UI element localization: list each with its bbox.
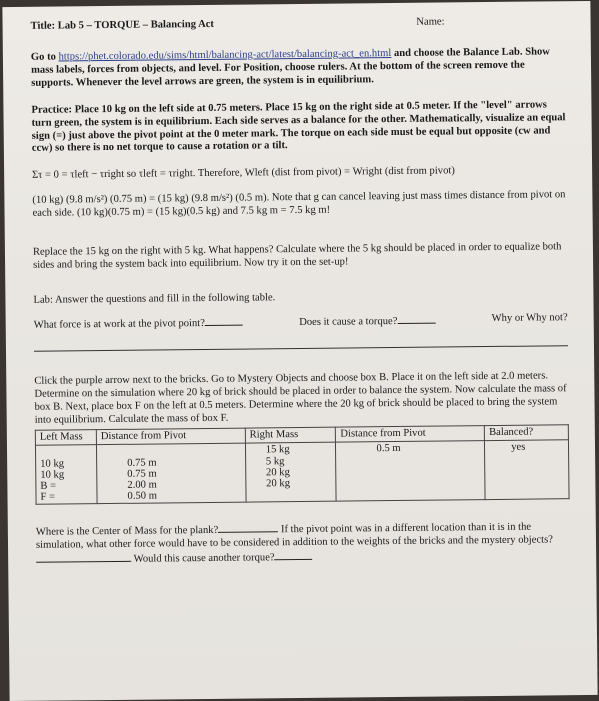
- worksheet-page: [2, 1, 597, 701]
- worked-example: (10 kg) (9.8 m/s²) (0.75 m) = (15 kg) (9.8 m/s²) (0.5 m). Note that g can cancel leaving just mass times distance from pivot on each side. (10 kg)(0.75 m) = (15 kg)(0.5 kg) and 7.5 kg m = 7.5 kg m!: [32, 189, 566, 220]
- header-right-distance: Distance from Pivot: [336, 425, 485, 442]
- pivot-questions: [34, 312, 568, 333]
- mystery-instructions: Click the purple arrow next to the bricks. Go to Mystery Objects and choose box B. Place it on the left side at 2.0 meters. Determine on the simulation where 20 kg of brick should be placed in order to balance the system. Now calculate the mass of box B. Next, place box F on the left at 0.5 meters. Determine where the 20 kg of brick should be placed to bring the system into equilibrium. Calculate the mass of box F.: [34, 370, 567, 426]
- phet-link[interactable]: https://phet.colorado.edu/sims/html/balancing-act/latest/balancing-act_en.html: [58, 47, 392, 63]
- question-other-force: If the pivot point was in a different location than it is in the simulation, what other force would have to be considered in addition to the weights of the bricks and the mystery objects?: [35, 521, 553, 551]
- answer-blank[interactable]: [218, 522, 278, 533]
- answer-blank[interactable]: [205, 316, 243, 326]
- balanced-cell[interactable]: yes: [485, 440, 569, 499]
- right-mass-cell[interactable]: 15 kg 5 kg 20 kg 20 kg: [245, 443, 336, 502]
- replace-instructions: Replace the 15 kg on the right with 5 kg. What happens? Calculate where the 5 kg should be placed in order to equalize both sides and bring the system back into equilibrium. Now try it on the set-up!: [32, 241, 562, 271]
- header-balanced: Balanced?: [485, 424, 569, 441]
- header-right-mass: Right Mass: [245, 427, 336, 444]
- table-row: [35, 440, 569, 504]
- answer-blank[interactable]: [275, 550, 313, 560]
- results-table: [35, 424, 570, 505]
- question-why: Why or Why not?: [491, 312, 568, 324]
- header-left-mass: Left Mass: [35, 429, 96, 446]
- question-center-of-mass: Where is the Center of Mass for the plank?: [35, 524, 219, 538]
- left-mass-cell[interactable]: 10 kg 10 kg B = F =: [35, 445, 97, 504]
- question-pivot-force: What force is at work at the pivot point?: [33, 317, 205, 331]
- lab-heading: Lab: Answer the questions and fill in the following table.: [33, 292, 276, 306]
- name-label: Name:: [416, 16, 445, 28]
- header-left-distance: Distance from Pivot: [96, 428, 245, 445]
- header: [31, 15, 565, 34]
- torque-equation: Στ = 0 = τleft − τright so τleft = τright. Therefore, Wleft (dist from pivot) = Wright (dist from pivot): [32, 165, 455, 182]
- intro-paragraph: Go to https://phet.colorado.edu/sims/html/balancing-act/latest/balancing-act_en.html and choose the Balance Lab. Show mass labels, forces from objects, and level. For Position, choose rulers. At the bottom of the screen remove the supports. Whenever the level arrows are green, the system is in equilibrium.: [30, 46, 551, 89]
- final-questions: [36, 519, 570, 567]
- answer-line[interactable]: [34, 331, 568, 352]
- worksheet-title: Title: Lab 5 – TORQUE – Balancing Act: [30, 18, 214, 32]
- right-distance-cell[interactable]: 0.5 m: [336, 441, 485, 501]
- question-torque: Does it cause a torque?: [299, 315, 398, 328]
- answer-blank[interactable]: [397, 313, 435, 323]
- question-another-torque: Would this cause another torque?: [133, 552, 275, 565]
- practice-paragraph: Practice: Place 10 kg on the left side at 0.75 meters. Place 15 kg on the right side at 0.5 meter. If the "level" arrows turn green, the system is in equilibrium. Each side serves as a balance for the other. Mathematically, visualize an equal sign (=) just above the pivot point at the 0 meter mark. The torque on each side must be equal but opposite (cw and ccw) so there is no net torque to cause a rotation or a tilt.: [31, 99, 566, 155]
- answer-blank[interactable]: [36, 552, 131, 563]
- left-distance-cell[interactable]: 0.75 m 0.75 m 2.00 m 0.50 m: [96, 444, 245, 504]
